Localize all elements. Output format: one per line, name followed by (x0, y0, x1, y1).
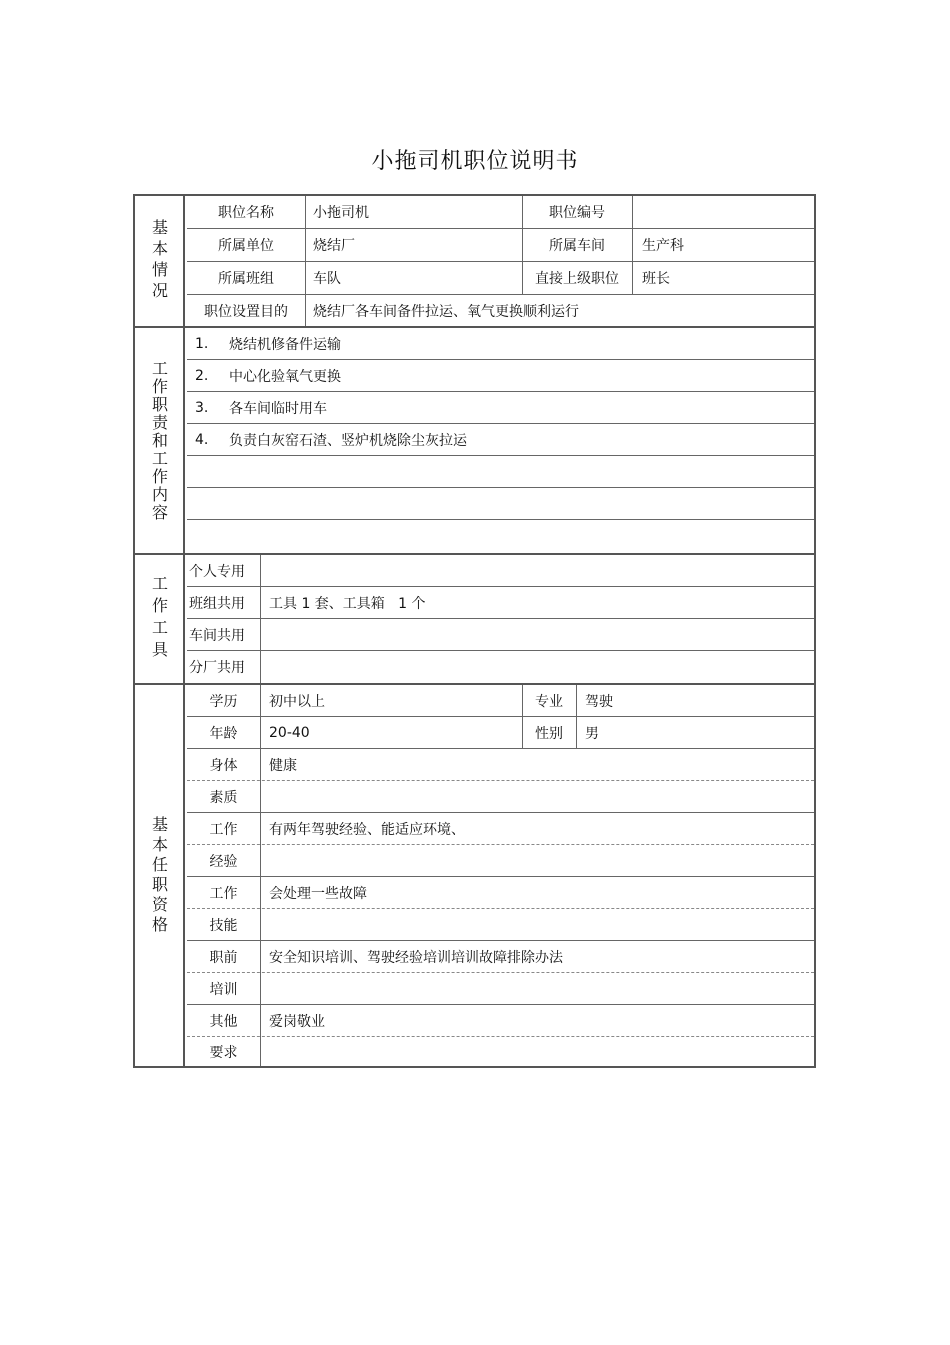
physical-row-2 (187, 781, 814, 813)
tools-label-cell (135, 555, 185, 683)
qual-label-top: 职前 (209, 949, 238, 966)
job-code-label: 职位编号 (549, 205, 605, 221)
basic-row-3 (187, 262, 814, 295)
tool-row (187, 587, 814, 619)
workshop-value: 生产科 (642, 238, 684, 254)
basic-row-4 (187, 295, 814, 326)
duty-text: 负责白灰窑石渣、竖炉机烧除尘灰拉运 (229, 432, 467, 449)
age-row (187, 717, 814, 749)
physical-row-1 (187, 749, 814, 781)
duty-row (187, 392, 814, 424)
duty-row (187, 328, 814, 360)
age-value: 20-40 (269, 724, 310, 741)
other-row-2 (187, 1037, 814, 1066)
tools-body (187, 555, 814, 683)
basic-info-body (187, 196, 814, 326)
qual-value: 会处理一些故障 (269, 885, 367, 902)
qual-label-bottom: 要求 (209, 1044, 238, 1061)
qualifications-body (187, 685, 814, 1066)
duty-number: 1. (195, 335, 209, 352)
duty-row (187, 488, 814, 520)
duty-row (187, 520, 814, 553)
education-row (187, 685, 814, 717)
basic-info-label-cell (135, 196, 185, 326)
team-value: 车队 (313, 271, 341, 287)
duty-number: 2. (195, 367, 209, 384)
qual-label-top: 其他 (209, 1013, 238, 1030)
major-label: 专业 (535, 693, 563, 710)
tool-label: 班组共用 (189, 595, 245, 612)
qual-value: 安全知识培训、驾驶经验培训培训故障排除办法 (269, 949, 563, 966)
qualifications-section (135, 685, 814, 1066)
duty-text: 中心化验氧气更换 (229, 368, 341, 385)
qual-value: 爱岗敬业 (269, 1013, 325, 1030)
education-value: 初中以上 (269, 693, 325, 710)
duty-text: 各车间临时用车 (229, 400, 327, 417)
duty-row (187, 360, 814, 392)
education-label: 学历 (209, 693, 238, 710)
training-row-1 (187, 941, 814, 973)
qual-value: 健康 (269, 757, 297, 774)
qualifications-label-cell (135, 685, 185, 1066)
page-title: 小拖司机职位说明书 (371, 149, 579, 174)
experience-row-2 (187, 845, 814, 877)
unit-label: 所属单位 (218, 238, 274, 254)
basic-row-1 (187, 196, 814, 229)
basic-info-section (135, 196, 814, 328)
duty-number: 3. (195, 399, 209, 416)
superior-label: 直接上级职位 (535, 271, 619, 287)
tool-label: 分厂共用 (189, 660, 245, 676)
purpose-value: 烧结厂各车间备件拉运、氧气更换顺利运行 (313, 303, 579, 320)
duty-row (187, 424, 814, 456)
qual-label-bottom: 培训 (209, 981, 238, 998)
experience-row-1 (187, 813, 814, 845)
major-value: 驾驶 (585, 693, 613, 710)
purpose-label: 职位设置目的 (204, 303, 288, 320)
qual-label-top: 工作 (209, 821, 238, 838)
qual-label-top: 工作 (209, 885, 238, 902)
job-name-value: 小拖司机 (313, 205, 369, 221)
job-name-label: 职位名称 (218, 205, 274, 221)
job-description-table (133, 194, 816, 1068)
qualifications-label: 基本任职资格 (149, 815, 169, 936)
age-label: 年龄 (209, 725, 238, 742)
tools-label: 工作工具 (149, 575, 169, 663)
qual-value: 有两年驾驶经验、能适应环境、 (269, 821, 465, 838)
tool-row (187, 555, 814, 587)
qual-label-bottom: 技能 (209, 917, 238, 934)
superior-value: 班长 (642, 271, 670, 287)
duty-number: 4. (195, 431, 209, 448)
gender-value: 男 (585, 725, 599, 742)
qual-label-bottom: 素质 (209, 789, 238, 806)
unit-value: 烧结厂 (313, 238, 355, 254)
team-label: 所属班组 (218, 271, 274, 287)
qual-label-top: 身体 (209, 757, 238, 774)
tool-row (187, 619, 814, 651)
duties-body (187, 328, 814, 553)
duties-label: 工作职责和工作内容 (149, 359, 169, 522)
tool-label: 个人专用 (189, 563, 245, 580)
duty-row (187, 456, 814, 488)
tool-label: 车间共用 (189, 627, 245, 644)
duties-label-cell (135, 328, 185, 553)
tool-row (187, 651, 814, 683)
skills-row-1 (187, 877, 814, 909)
duties-section (135, 328, 814, 555)
qual-label-bottom: 经验 (209, 853, 238, 870)
skills-row-2 (187, 909, 814, 941)
gender-label: 性别 (535, 725, 563, 742)
tools-section (135, 555, 814, 685)
training-row-2 (187, 973, 814, 1005)
basic-info-label: 基本情况 (149, 219, 169, 303)
basic-row-2 (187, 229, 814, 262)
duty-text: 烧结机修备件运输 (229, 336, 341, 353)
tool-value: 工具 1 套、工具箱 1 个 (269, 595, 426, 612)
workshop-label: 所属车间 (549, 238, 605, 254)
other-row-1 (187, 1005, 814, 1037)
